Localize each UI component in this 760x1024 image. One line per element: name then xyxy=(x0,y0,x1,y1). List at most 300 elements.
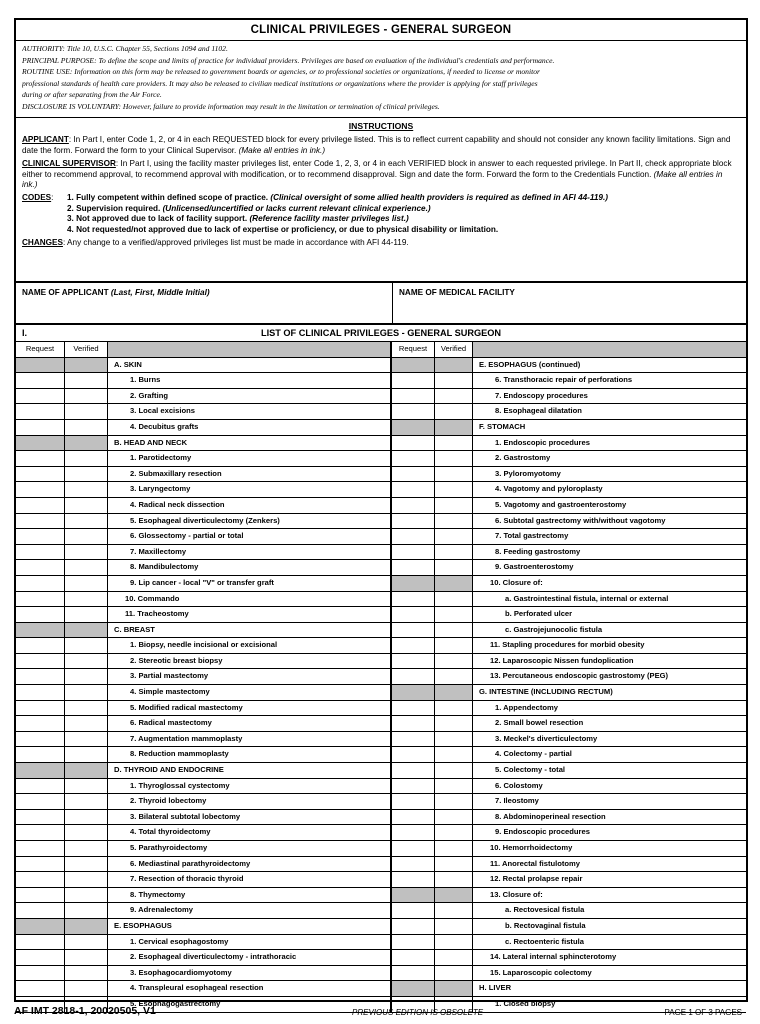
request-code-cell[interactable] xyxy=(16,716,65,732)
privilege-label: 7. Total gastrectomy xyxy=(473,529,746,545)
privilege-row xyxy=(16,451,390,467)
request-code-cell[interactable] xyxy=(16,420,65,436)
privilege-row xyxy=(392,654,746,670)
verified-code-cell[interactable] xyxy=(65,420,108,436)
request-code-cell[interactable] xyxy=(392,451,435,467)
privileges-form xyxy=(14,18,748,1008)
verified-code-cell[interactable] xyxy=(65,981,108,997)
request-code-cell[interactable] xyxy=(16,857,65,873)
category-label: D. THYROID AND ENDOCRINE xyxy=(108,763,390,779)
verified-code-cell[interactable] xyxy=(65,654,108,670)
category-label: C. BREAST xyxy=(108,623,390,639)
verified-code-cell[interactable] xyxy=(65,498,108,514)
request-code-cell[interactable] xyxy=(392,747,435,763)
verified-code-cell[interactable] xyxy=(435,732,473,748)
privilege-row xyxy=(392,623,746,639)
verified-code-cell[interactable] xyxy=(435,794,473,810)
category-label: F. STOMACH xyxy=(473,420,746,436)
routine-use-line-3: during or after separating from the Air Force. xyxy=(22,90,162,100)
request-code-cell[interactable] xyxy=(16,779,65,795)
verified-code-cell[interactable] xyxy=(65,857,108,873)
request-code-cell[interactable] xyxy=(392,794,435,810)
category-label: A. SKIN xyxy=(108,358,390,374)
privilege-label: 1. Parotidectomy xyxy=(108,451,390,467)
request-code-cell[interactable] xyxy=(16,966,65,982)
privilege-row xyxy=(392,716,746,732)
privilege-row xyxy=(16,732,390,748)
privilege-label: a. Gastrointestinal fistula, internal or external xyxy=(473,592,746,608)
verified-code-cell xyxy=(435,685,473,701)
verified-code-cell[interactable] xyxy=(65,685,108,701)
request-code-cell[interactable] xyxy=(16,935,65,951)
privilege-row xyxy=(392,841,746,857)
request-code-cell[interactable] xyxy=(392,389,435,405)
privilege-row xyxy=(16,560,390,576)
request-code-cell[interactable] xyxy=(392,966,435,982)
verified-code-cell[interactable] xyxy=(435,716,473,732)
routine-use-line-2: professional standards of health care providers. It may also be released to civilian medical institutions or organizations where the provider is applying for staff privileges xyxy=(22,78,538,88)
privilege-row xyxy=(16,857,390,873)
privilege-label: 10. Hemorrhoidectomy xyxy=(473,841,746,857)
verified-code-cell[interactable] xyxy=(435,451,473,467)
privilege-label: 2. Submaxillary resection xyxy=(108,467,390,483)
request-code-cell[interactable] xyxy=(392,482,435,498)
privilege-label: 2. Esophageal diverticulectomy - intrathoracic xyxy=(108,950,390,966)
privilege-row xyxy=(392,669,746,685)
request-code-cell[interactable] xyxy=(16,841,65,857)
request-code-cell[interactable] xyxy=(392,732,435,748)
privilege-row xyxy=(16,467,390,483)
privilege-label: 4. Vagotomy and pyloroplasty xyxy=(473,482,746,498)
verified-code-cell[interactable] xyxy=(65,529,108,545)
verified-code-cell[interactable] xyxy=(65,950,108,966)
privilege-row xyxy=(392,607,746,623)
privilege-label: 15. Laparoscopic colectomy xyxy=(473,966,746,982)
verified-code-cell[interactable] xyxy=(435,498,473,514)
verified-code-cell[interactable] xyxy=(435,373,473,389)
privilege-row xyxy=(16,592,390,608)
request-code-cell[interactable] xyxy=(392,529,435,545)
verified-code-cell[interactable] xyxy=(65,514,108,530)
privilege-label: 3. Laryngectomy xyxy=(108,482,390,498)
privilege-row xyxy=(16,420,390,436)
code-4: 4. Not requested/not approved due to lack of expertise or proficiency, or due to physical disability or limitation. xyxy=(67,224,499,234)
verified-code-cell[interactable] xyxy=(435,857,473,873)
request-code-cell[interactable] xyxy=(16,529,65,545)
changes-instructions xyxy=(22,238,740,248)
privileges-column-right xyxy=(392,342,746,1013)
verified-code-cell[interactable] xyxy=(65,592,108,608)
privilege-row xyxy=(16,498,390,514)
supervisor-text: : In Part I, using the facility master privileges list, enter Code 1, 2, 3, or 4 in each VERIFIED block in answer to each requested privilege. In Part II, check appropriate block either to recommend approval, to recommend approval with modification, or to recommend disapproval. Sign and date the form. Forward the form to the Credentials Function. xyxy=(22,159,732,179)
privilege-row xyxy=(392,545,746,561)
verified-code-cell[interactable] xyxy=(435,825,473,841)
privilege-label: 6. Radical mastectomy xyxy=(108,716,390,732)
privilege-label: 9. Adrenalectomy xyxy=(108,903,390,919)
request-code-cell[interactable] xyxy=(16,654,65,670)
privilege-label: 1. Burns xyxy=(108,373,390,389)
privilege-row xyxy=(16,716,390,732)
privilege-label: 9. Gastroenterostomy xyxy=(473,560,746,576)
privilege-row xyxy=(392,732,746,748)
verified-code-cell[interactable] xyxy=(435,638,473,654)
privilege-row xyxy=(16,794,390,810)
privilege-label: 2. Small bowel resection xyxy=(473,716,746,732)
form-footer xyxy=(14,1003,748,1021)
privilege-label: 6. Transthoracic repair of perforations xyxy=(473,373,746,389)
medical-facility-field[interactable]: NAME OF MEDICAL FACILITY xyxy=(399,288,515,297)
request-code-cell[interactable] xyxy=(392,638,435,654)
supervisor-label: CLINICAL SUPERVISOR xyxy=(22,159,116,169)
routine-use-line: ROUTINE USE: Information on this form may be released to government boards or agencies, or to professional societies or organizations, if needed to license or monitor xyxy=(22,67,540,77)
request-code-cell[interactable] xyxy=(392,701,435,717)
privilege-row xyxy=(16,669,390,685)
verified-code-cell[interactable] xyxy=(65,732,108,748)
category-label: H. LIVER xyxy=(473,981,746,997)
verified-code-cell[interactable] xyxy=(435,950,473,966)
privileges-grid xyxy=(16,342,746,1013)
code-2: 2. Supervision required. (Unlicensed/uncertified or lacks current relevant clinical experience.) xyxy=(67,203,431,213)
request-code-cell[interactable] xyxy=(392,592,435,608)
privileges-list-title: LIST OF CLINICAL PRIVILEGES - GENERAL SURGEON xyxy=(260,328,502,338)
privilege-row xyxy=(392,810,746,826)
applicant-text: : In Part I, enter Code 1, 2, or 4 in each REQUESTED block for every privilege listed. This is to reflect current capability and should not consider any known facility limitations. Sign and date the form. Forward the form to your Clinical Supervisor. xyxy=(22,135,731,155)
request-code-cell[interactable] xyxy=(392,810,435,826)
privilege-category-row xyxy=(392,420,746,436)
verified-code-cell[interactable] xyxy=(435,436,473,452)
privilege-label: 3. Meckel's diverticulectomy xyxy=(473,732,746,748)
code-3: 3. Not approved due to lack of facility support. (Reference facility master privileges list.) xyxy=(67,214,409,224)
request-code-cell[interactable] xyxy=(392,669,435,685)
privilege-label: 6. Subtotal gastrectomy with/without vagotomy xyxy=(473,514,746,530)
request-code-cell[interactable] xyxy=(16,545,65,561)
privilege-label: 9. Lip cancer - local "V" or transfer graft xyxy=(108,576,390,592)
request-code-cell[interactable] xyxy=(16,825,65,841)
verified-code-cell[interactable] xyxy=(435,592,473,608)
verified-code-cell[interactable] xyxy=(65,576,108,592)
privilege-row xyxy=(16,389,390,405)
privilege-row xyxy=(392,529,746,545)
request-code-cell[interactable] xyxy=(16,810,65,826)
verified-code-cell[interactable] xyxy=(435,529,473,545)
request-code-cell[interactable] xyxy=(16,560,65,576)
verified-code-cell[interactable] xyxy=(65,825,108,841)
verified-code-cell[interactable] xyxy=(65,389,108,405)
privilege-label: 3. Esophagocardiomyotomy xyxy=(108,966,390,982)
form-identifier: AF IMT 2818-1, 20020505, V1 xyxy=(14,1005,156,1017)
verified-header: Verified xyxy=(65,342,108,358)
request-code-cell[interactable] xyxy=(16,373,65,389)
authority-line: AUTHORITY: Title 10, U.S.C. Chapter 55, Sections 1094 and 1102. xyxy=(22,44,228,53)
request-code-cell[interactable] xyxy=(16,638,65,654)
verified-code-cell[interactable] xyxy=(435,701,473,717)
request-code-cell[interactable] xyxy=(16,669,65,685)
verified-code-cell[interactable] xyxy=(65,404,108,420)
verified-code-cell[interactable] xyxy=(65,966,108,982)
request-code-cell[interactable] xyxy=(16,592,65,608)
privilege-row xyxy=(16,841,390,857)
verified-code-cell[interactable] xyxy=(65,935,108,951)
privilege-row xyxy=(392,919,746,935)
privilege-row xyxy=(392,966,746,982)
request-code-cell[interactable] xyxy=(392,436,435,452)
verified-code-cell[interactable] xyxy=(65,903,108,919)
privilege-row xyxy=(16,779,390,795)
verified-code-cell[interactable] xyxy=(435,810,473,826)
request-code-cell[interactable] xyxy=(16,467,65,483)
request-code-cell xyxy=(392,888,435,904)
request-code-cell xyxy=(392,420,435,436)
verified-code-cell[interactable] xyxy=(435,623,473,639)
page-number: PAGE 1 OF 3 PAGES xyxy=(664,1008,742,1017)
request-code-cell[interactable] xyxy=(16,404,65,420)
verified-code-cell[interactable] xyxy=(65,701,108,717)
request-code-cell[interactable] xyxy=(16,389,65,405)
verified-code-cell[interactable] xyxy=(65,888,108,904)
request-code-cell[interactable] xyxy=(392,872,435,888)
verified-code-cell[interactable] xyxy=(65,545,108,561)
verified-code-cell[interactable] xyxy=(435,514,473,530)
category-label: E. ESOPHAGUS xyxy=(108,919,390,935)
request-code-cell[interactable] xyxy=(392,467,435,483)
privilege-label: 10. Commando xyxy=(108,592,390,608)
verified-code-cell[interactable] xyxy=(435,935,473,951)
request-code-cell[interactable] xyxy=(392,903,435,919)
verified-code-cell[interactable] xyxy=(65,560,108,576)
verified-code-cell[interactable] xyxy=(435,545,473,561)
instructions-block xyxy=(16,118,746,283)
privilege-label: 2. Grafting xyxy=(108,389,390,405)
request-code-cell[interactable] xyxy=(16,794,65,810)
privilege-row xyxy=(392,498,746,514)
privilege-category-row xyxy=(392,981,746,997)
verified-code-cell[interactable] xyxy=(435,966,473,982)
instructions-heading: INSTRUCTIONS xyxy=(348,121,414,131)
request-code-cell[interactable] xyxy=(16,685,65,701)
request-code-cell[interactable] xyxy=(16,498,65,514)
privilege-label: b. Rectovaginal fistula xyxy=(473,919,746,935)
verified-code-cell[interactable] xyxy=(435,560,473,576)
verified-code-cell[interactable] xyxy=(435,903,473,919)
verified-code-cell[interactable] xyxy=(435,607,473,623)
request-code-cell[interactable] xyxy=(16,701,65,717)
request-code-cell[interactable] xyxy=(16,903,65,919)
privilege-row xyxy=(392,950,746,966)
privileges-column-left xyxy=(16,342,392,1013)
privilege-category-row xyxy=(392,358,746,374)
request-code-cell xyxy=(16,358,65,374)
verified-code-cell[interactable] xyxy=(435,919,473,935)
request-code-cell[interactable] xyxy=(392,607,435,623)
privilege-row xyxy=(16,514,390,530)
privilege-category-row xyxy=(16,763,390,779)
verified-code-cell[interactable] xyxy=(65,794,108,810)
verified-code-cell[interactable] xyxy=(65,638,108,654)
request-code-cell[interactable] xyxy=(16,732,65,748)
request-code-cell[interactable] xyxy=(392,373,435,389)
request-code-cell[interactable] xyxy=(392,825,435,841)
verified-code-cell[interactable] xyxy=(435,404,473,420)
request-code-cell[interactable] xyxy=(392,498,435,514)
privilege-row xyxy=(16,701,390,717)
verified-code-cell[interactable] xyxy=(65,607,108,623)
privilege-label: 1. Appendectomy xyxy=(473,701,746,717)
request-code-cell[interactable] xyxy=(392,716,435,732)
request-code-cell[interactable] xyxy=(16,451,65,467)
privilege-row xyxy=(16,950,390,966)
request-header: Request xyxy=(16,342,65,358)
request-code-cell[interactable] xyxy=(392,919,435,935)
privilege-label: 1. Thyroglossal cystectomy xyxy=(108,779,390,795)
verified-code-cell[interactable] xyxy=(65,841,108,857)
privilege-label: 13. Closure of: xyxy=(473,888,746,904)
verified-code-cell[interactable] xyxy=(65,779,108,795)
privilege-label: 4. Colectomy - partial xyxy=(473,747,746,763)
verified-code-cell[interactable] xyxy=(65,716,108,732)
privilege-label: 11. Anorectal fistulotomy xyxy=(473,857,746,873)
privilege-row xyxy=(392,482,746,498)
disclosure-line: DISCLOSURE IS VOLUNTARY: However, failure to provide information may result in the limitation or termination of clinical privileges. xyxy=(22,101,440,111)
request-code-cell[interactable] xyxy=(392,654,435,670)
name-fields-row xyxy=(16,283,746,325)
request-code-cell xyxy=(16,919,65,935)
codes-block: CODES: 1. Fully competent within defined scope of practice. (Clinical oversight of some allied health providers is required as defined in AFI 44-119.) 2. Supervision required. (Unlicensed/uncertified or lacks current relevant clinical experience.) 3. Not approved due to lack of facility support. (Reference facility master privileges list.) 4. Not requested/not approved due to lack of expertise or proficiency, or due to physical disability or limitation. xyxy=(22,193,608,234)
verified-code-cell[interactable] xyxy=(65,669,108,685)
privilege-label: 3. Bilateral subtotal lobectomy xyxy=(108,810,390,826)
privilege-label: 5. Esophagogastrectomy xyxy=(108,997,390,1013)
request-code-cell xyxy=(16,763,65,779)
request-code-cell[interactable] xyxy=(16,747,65,763)
verified-code-cell xyxy=(435,981,473,997)
request-code-cell[interactable] xyxy=(392,950,435,966)
verified-code-cell[interactable] xyxy=(65,482,108,498)
request-code-cell[interactable] xyxy=(392,545,435,561)
verified-code-cell xyxy=(65,623,108,639)
request-code-cell[interactable] xyxy=(16,482,65,498)
verified-code-cell[interactable] xyxy=(65,467,108,483)
request-code-cell xyxy=(392,358,435,374)
privilege-label: 6. Glossectomy - partial or total xyxy=(108,529,390,545)
privilege-row xyxy=(392,576,746,592)
verified-code-cell xyxy=(65,436,108,452)
privilege-row xyxy=(392,404,746,420)
privilege-row xyxy=(16,482,390,498)
verified-code-cell[interactable] xyxy=(435,654,473,670)
verified-code-cell xyxy=(435,576,473,592)
code-1: 1. Fully competent within defined scope of practice. (Clinical oversight of some allied health providers is required as defined in AFI 44-119.) xyxy=(67,193,608,203)
request-code-cell[interactable] xyxy=(392,404,435,420)
request-code-cell xyxy=(392,576,435,592)
privilege-row xyxy=(16,981,390,997)
request-code-cell[interactable] xyxy=(16,514,65,530)
verified-code-cell[interactable] xyxy=(65,747,108,763)
privilege-row xyxy=(16,404,390,420)
codes-label: CODES xyxy=(22,193,52,203)
applicant-name-field[interactable]: NAME OF APPLICANT (Last, First, Middle Initial) xyxy=(16,283,393,323)
privilege-label: b. Perforated ulcer xyxy=(473,607,746,623)
privilege-label: 7. Resection of thoracic thyroid xyxy=(108,872,390,888)
verified-code-cell[interactable] xyxy=(435,763,473,779)
privilege-label: 5. Colectomy - total xyxy=(473,763,746,779)
verified-code-cell[interactable] xyxy=(435,389,473,405)
privilege-row xyxy=(16,607,390,623)
request-code-cell[interactable] xyxy=(392,857,435,873)
privilege-label: 12. Rectal prolapse repair xyxy=(473,872,746,888)
privilege-row xyxy=(392,903,746,919)
privilege-row xyxy=(16,654,390,670)
privilege-label: 4. Simple mastectomy xyxy=(108,685,390,701)
request-code-cell[interactable] xyxy=(16,607,65,623)
privilege-row xyxy=(392,592,746,608)
request-code-cell[interactable] xyxy=(392,560,435,576)
privilege-label: 3. Partial mastectomy xyxy=(108,669,390,685)
privilege-label: 4. Total thyroidectomy xyxy=(108,825,390,841)
applicant-label: APPLICANT xyxy=(22,135,69,145)
request-code-cell[interactable] xyxy=(392,935,435,951)
category-label: G. INTESTINE (INCLUDING RECTUM) xyxy=(473,685,746,701)
verified-code-cell xyxy=(65,358,108,374)
request-code-cell[interactable] xyxy=(392,763,435,779)
verified-code-cell[interactable] xyxy=(435,872,473,888)
request-code-cell[interactable] xyxy=(392,779,435,795)
privilege-row xyxy=(392,872,746,888)
request-code-cell[interactable] xyxy=(16,981,65,997)
applicant-instructions xyxy=(22,135,740,156)
verified-code-cell[interactable] xyxy=(435,747,473,763)
verified-code-cell[interactable] xyxy=(435,467,473,483)
privilege-label: 5. Parathyroidectomy xyxy=(108,841,390,857)
privilege-row xyxy=(16,825,390,841)
request-code-cell[interactable] xyxy=(392,623,435,639)
request-code-cell xyxy=(16,436,65,452)
changes-text: : Any change to a verified/approved privileges list must be made in accordance with AFI 44-119. xyxy=(62,238,409,248)
form-title: CLINICAL PRIVILEGES - GENERAL SURGEON xyxy=(16,20,746,41)
privilege-label: 10. Closure of: xyxy=(473,576,746,592)
verified-code-cell[interactable] xyxy=(435,482,473,498)
verified-code-cell xyxy=(435,888,473,904)
category-label: B. HEAD AND NECK xyxy=(108,436,390,452)
privilege-row xyxy=(392,888,746,904)
verified-code-cell xyxy=(65,919,108,935)
verified-code-cell[interactable] xyxy=(65,373,108,389)
privilege-row xyxy=(392,451,746,467)
verified-header: Verified xyxy=(435,342,473,358)
supervisor-instructions xyxy=(22,159,740,190)
request-code-cell[interactable] xyxy=(16,950,65,966)
verified-code-cell[interactable] xyxy=(65,810,108,826)
request-code-cell[interactable] xyxy=(16,576,65,592)
privilege-row xyxy=(16,576,390,592)
privilege-row xyxy=(16,966,390,982)
verified-code-cell xyxy=(435,420,473,436)
privilege-label: 4. Decubitus grafts xyxy=(108,420,390,436)
privilege-label: 2. Thyroid lobectomy xyxy=(108,794,390,810)
request-code-cell[interactable] xyxy=(16,888,65,904)
verified-code-cell[interactable] xyxy=(435,841,473,857)
request-code-cell[interactable] xyxy=(16,872,65,888)
purpose-line: PRINCIPAL PURPOSE: To define the scope and limits of practice for individual providers. Privileges are based on evaluation of the individual's credentials and performance. xyxy=(22,55,555,65)
privilege-label: 7. Augmentation mammoplasty xyxy=(108,732,390,748)
request-code-cell[interactable] xyxy=(392,514,435,530)
verified-code-cell[interactable] xyxy=(435,669,473,685)
verified-code-cell[interactable] xyxy=(65,451,108,467)
verified-code-cell[interactable] xyxy=(65,872,108,888)
privilege-label: 2. Stereotic breast biopsy xyxy=(108,654,390,670)
column-header-row xyxy=(392,342,746,358)
verified-code-cell[interactable] xyxy=(435,779,473,795)
privilege-label: 1. Cervical esophagostomy xyxy=(108,935,390,951)
request-code-cell[interactable] xyxy=(392,841,435,857)
